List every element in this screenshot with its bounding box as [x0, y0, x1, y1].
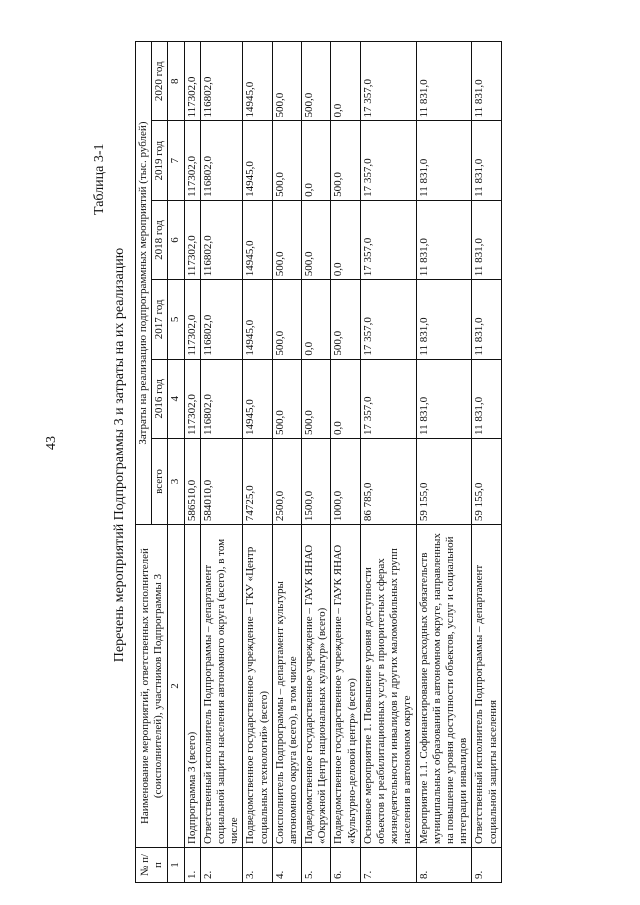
header-costs: Затраты на реализацию подпрограммных мероприятий (тыс. рублей)	[136, 42, 152, 525]
column-numbers-row	[168, 42, 184, 883]
header-num: № п/п	[136, 848, 168, 883]
row-value: 11 831,0	[472, 42, 501, 121]
row-value: 500,0	[302, 359, 331, 438]
row-value: 14945,0	[243, 359, 272, 438]
header-row	[136, 42, 152, 883]
row-value: 500,0	[331, 280, 360, 359]
row-name: Мероприятие 1.1. Софинансирование расходных обязательств муниципальных образований в автономном округе, направленных на повышение уровня доступности объектов, услуг и социальной интеграции инвалидов	[416, 525, 472, 848]
row-value: 117302,0	[184, 280, 200, 359]
row-value: 11 831,0	[416, 42, 472, 121]
col-number: 1	[168, 848, 184, 883]
row-value: 116802,0	[200, 121, 243, 200]
row-name: Подведомственное государственное учреждение – ГАУК ЯНАО «Окружной Центр национальных культур» (всего)	[302, 525, 331, 848]
row-value: 117302,0	[184, 359, 200, 438]
row-name: Соисполнитель Подпрограммы – департамент культуры автономного округа (всего), в том числе	[272, 525, 301, 848]
table-row	[472, 42, 501, 883]
row-value: 0,0	[331, 359, 360, 438]
row-value: 17 357,0	[360, 280, 416, 359]
row-name: Подпрограмма 3 (всего)	[184, 525, 200, 848]
row-value: 14945,0	[243, 121, 272, 200]
table-row	[184, 42, 200, 883]
table-row	[272, 42, 301, 883]
row-value: 500,0	[272, 200, 301, 279]
row-num: 2.	[200, 848, 243, 883]
row-value: 11 831,0	[416, 280, 472, 359]
col-number: 6	[168, 200, 184, 279]
row-value: 14945,0	[243, 280, 272, 359]
row-value: 11 831,0	[472, 359, 501, 438]
row-value: 500,0	[272, 121, 301, 200]
row-value: 500,0	[331, 121, 360, 200]
row-num: 8.	[416, 848, 472, 883]
table-row	[243, 42, 272, 883]
row-value: 116802,0	[200, 200, 243, 279]
header-year: 2017 год	[152, 280, 168, 359]
row-value: 17 357,0	[360, 359, 416, 438]
table-row	[200, 42, 243, 883]
table-row	[331, 42, 360, 883]
row-value: 14945,0	[243, 200, 272, 279]
row-value: 117302,0	[184, 42, 200, 121]
table-row	[416, 42, 472, 883]
col-number: 2	[168, 525, 184, 848]
row-name: Подведомственное государственное учреждение – ГАУК ЯНАО «Культурно-деловой центр» (всего)	[331, 525, 360, 848]
row-value: 11 831,0	[472, 200, 501, 279]
row-num: 5.	[302, 848, 331, 883]
row-num: 1.	[184, 848, 200, 883]
row-value: 117302,0	[184, 200, 200, 279]
row-value: 586510,0	[184, 438, 200, 524]
row-value: 0,0	[331, 200, 360, 279]
row-value: 116802,0	[200, 359, 243, 438]
row-value: 11 831,0	[416, 359, 472, 438]
row-value: 500,0	[302, 42, 331, 121]
row-value: 74725,0	[243, 438, 272, 524]
col-number: 3	[168, 438, 184, 524]
row-value: 0,0	[302, 121, 331, 200]
row-value: 0,0	[302, 280, 331, 359]
row-value: 116802,0	[200, 280, 243, 359]
header-year: 2019 год	[152, 121, 168, 200]
page-number: 43	[44, 436, 59, 450]
table-label: Таблица 3-1	[92, 143, 107, 215]
header-year: 2018 год	[152, 200, 168, 279]
row-value: 584010,0	[200, 438, 243, 524]
col-number: 4	[168, 359, 184, 438]
activities-table	[135, 41, 502, 883]
row-num: 6.	[331, 848, 360, 883]
row-value: 17 357,0	[360, 200, 416, 279]
row-value: 500,0	[272, 359, 301, 438]
row-value: 2500,0	[272, 438, 301, 524]
row-value: 17 357,0	[360, 42, 416, 121]
row-name: Ответственный исполнитель Подпрограммы – департамент социальной защиты населения	[472, 525, 501, 848]
row-value: 116802,0	[200, 42, 243, 121]
row-value: 59 155,0	[472, 438, 501, 524]
row-value: 500,0	[272, 280, 301, 359]
row-value: 59 155,0	[416, 438, 472, 524]
row-value: 11 831,0	[416, 200, 472, 279]
header-year: 2016 год	[152, 359, 168, 438]
row-value: 14945,0	[243, 42, 272, 121]
col-number: 5	[168, 280, 184, 359]
table-row	[302, 42, 331, 883]
row-num: 4.	[272, 848, 301, 883]
row-value: 500,0	[302, 200, 331, 279]
document-title: Перечень мероприятий Подпрограммы 3 и затраты на их реализацию	[112, 247, 127, 663]
table-row	[360, 42, 416, 883]
row-name: Подведомственное государственное учреждение – ГКУ «Центр социальных технологий» (всего)	[243, 525, 272, 848]
row-value: 1500,0	[302, 438, 331, 524]
col-number: 8	[168, 42, 184, 121]
row-value: 500,0	[272, 42, 301, 121]
header-year: 2020 год	[152, 42, 168, 121]
row-value: 11 831,0	[472, 121, 501, 200]
header-name: Наименование мероприятий, ответственных исполнителей (соисполнителей), участников Подпрограммы 3	[136, 525, 168, 848]
row-num: 7.	[360, 848, 416, 883]
row-num: 9.	[472, 848, 501, 883]
row-value: 11 831,0	[416, 121, 472, 200]
header-total: всего	[152, 438, 168, 524]
row-value: 1000,0	[331, 438, 360, 524]
row-value: 86 785,0	[360, 438, 416, 524]
row-num: 3.	[243, 848, 272, 883]
row-value: 11 831,0	[472, 280, 501, 359]
row-value: 17 357,0	[360, 121, 416, 200]
row-value: 117302,0	[184, 121, 200, 200]
row-name: Ответственный исполнитель Подпрограммы – департамент социальной защиты населения автономного округа (всего), в том числе	[200, 525, 243, 848]
row-value: 0,0	[331, 42, 360, 121]
row-name: Основное мероприятие 1. Повышение уровня доступности объектов и реабилитационных услуг в приоритетных сферах жизнедеятельности инвалидов и других маломобильных групп населения в автономном округе	[360, 525, 416, 848]
col-number: 7	[168, 121, 184, 200]
